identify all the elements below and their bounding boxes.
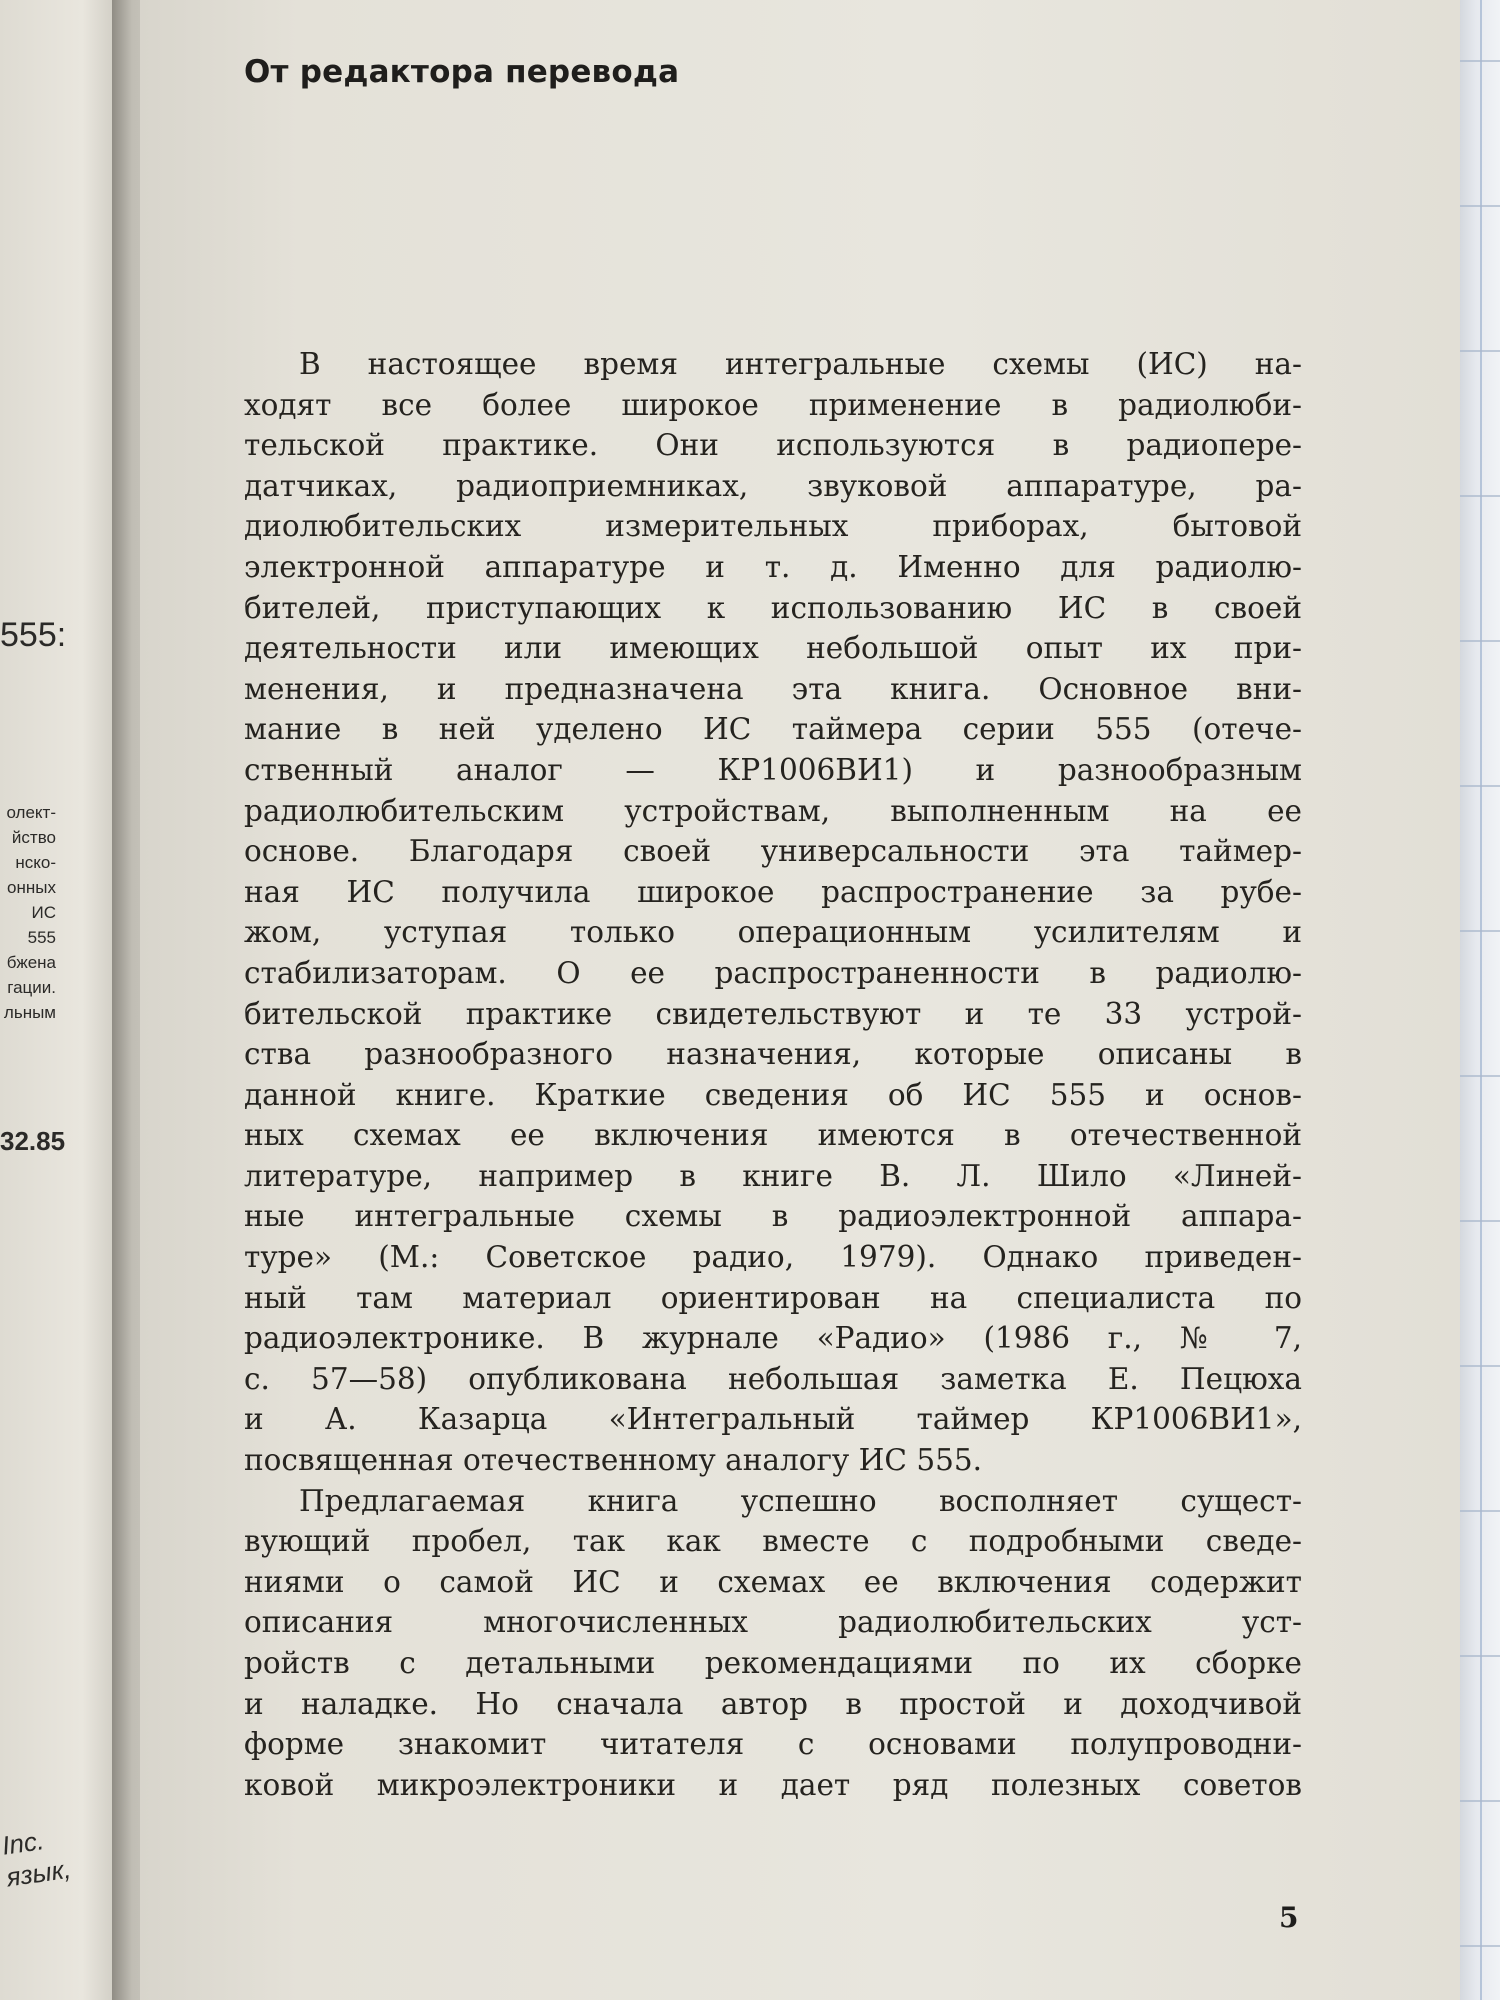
page-number: 5 [1279,1901,1299,1934]
text-line: ройств с детальными рекомендациями по их сборке [244,1646,1302,1680]
paragraph-1 [244,344,1302,1481]
text-line: и наладке. Но сначала автор в простой и доходчивой [244,1686,1302,1721]
text-line: радиоэлектронике. В журнале «Радио» (1986 г., № 7, [244,1321,1302,1356]
left-page-line: олект- [6,803,56,822]
text-line: данной книге. Краткие сведения об ИС 555 и основ- [244,1077,1302,1112]
text-line: менения, и предназначена эта книга. Основное вни- [244,671,1302,706]
paper-grid-line [1460,1800,1500,1802]
text-line: жом, уступая только операционным усилителям и [244,915,1302,950]
text-line: ных схемах ее включения имеются в отечественной [244,1118,1302,1153]
text-line: с. 57—58) опубликована небольшая заметка Е. Пецюха [244,1361,1302,1396]
paper-grid-line [1460,205,1500,207]
text-line: ходят все более широкое применение в радиолюби- [244,387,1302,422]
page-heading: От редактора перевода [244,54,680,90]
text-line: вующий пробел, так как вместе с подробными сведе- [244,1524,1302,1559]
text-line: мание в ней уделено ИС таймера серии 555 (отече- [244,712,1302,747]
left-page-line: Inc. [0,1825,46,1861]
left-page-fragment-bottom [0,1821,73,1893]
paper-grid-line [1460,785,1500,787]
text-line: датчиках, радиоприемниках, звуковой аппаратуре, ра- [244,468,1302,503]
paper-grid-line [1460,640,1500,642]
left-page-fragment-555: 555: [0,616,67,654]
text-line: посвященная отечественному аналогу ИС 555. [244,1443,983,1478]
left-page-fragment-lines [0,800,56,1025]
paper-grid-line [1460,1945,1500,1947]
paper-grid-line [1460,495,1500,497]
paper-grid-line [1460,930,1500,932]
paragraph-2 [244,1481,1302,1806]
left-facing-page [0,0,118,2000]
text-line: ные интегральные схемы в радиоэлектронной аппара- [244,1199,1302,1234]
text-line: бительской практике свидетельствуют и те 33 устрой- [244,996,1302,1031]
left-page-line: льным [3,1003,56,1022]
body-text [244,344,1302,1805]
text-line: и А. Казарца «Интегральный таймер КР1006ВИ1», [244,1402,1302,1437]
left-page-line: гации. [7,978,56,997]
text-line: описания многочисленных радиолюбительских уст- [244,1605,1302,1640]
text-line: туре» (М.: Советское радио, 1979). Однако приведен- [244,1240,1302,1275]
left-page-line: нско- [15,853,56,872]
text-line: В настоящее время интегральные схемы (ИС) на- [299,347,1302,381]
paper-grid-line [1460,1510,1500,1512]
paper-grid-line [1460,1220,1500,1222]
paper-rule-line [1480,0,1482,2000]
text-line: радиолюбительским устройствам, выполненным на ее [244,793,1302,828]
text-line: литературе, например в книге В. Л. Шило «Линей- [244,1158,1302,1193]
paper-grid-line [1460,1655,1500,1657]
paper-grid-line [1460,1365,1500,1367]
text-line: деятельности или имеющих небольшой опыт их при- [244,631,1302,666]
text-line: бителей, приступающих к использованию ИС в своей [244,590,1302,625]
text-line: ная ИС получила широкое распространение за рубе- [244,874,1302,909]
text-line: ный там материал ориентирован на специалиста по [244,1280,1302,1315]
left-page-line: ИС 555 [27,903,56,947]
left-page-line: бжена [6,953,56,972]
text-line: ковой микроэлектроники и дает ряд полезных советов [244,1767,1302,1802]
text-line: стабилизаторам. О ее распространенности в радиолю- [244,955,1302,990]
notebook-paper-edge [1460,0,1500,2000]
text-line: ниями о самой ИС и схемах ее включения содержит [244,1564,1302,1599]
left-page-line: язык, [4,1853,73,1893]
left-page-fragment-number: 32.85 [0,1126,66,1156]
text-line: диолюбительских измерительных приборах, бытовой [244,509,1302,544]
paper-grid-line [1460,60,1500,62]
left-page-line: онных [7,878,56,897]
text-line: форме знакомит читателя с основами полупроводни- [244,1727,1302,1762]
text-line: тельской практике. Они используются в радиопере- [244,428,1302,463]
text-line: основе. Благодаря своей универсальности эта таймер- [244,834,1302,869]
paper-grid-line [1460,350,1500,352]
text-line: Предлагаемая книга успешно восполняет сущест- [299,1483,1302,1518]
paper-grid-line [1460,1075,1500,1077]
text-line: электронной аппаратуре и т. д. Именно для радиолю- [244,549,1302,584]
left-page-line: йство [11,828,56,847]
text-line: ственный аналог — КР1006ВИ1) и разнообразным [244,752,1302,787]
text-line: ства разнообразного назначения, которые описаны в [244,1037,1302,1072]
